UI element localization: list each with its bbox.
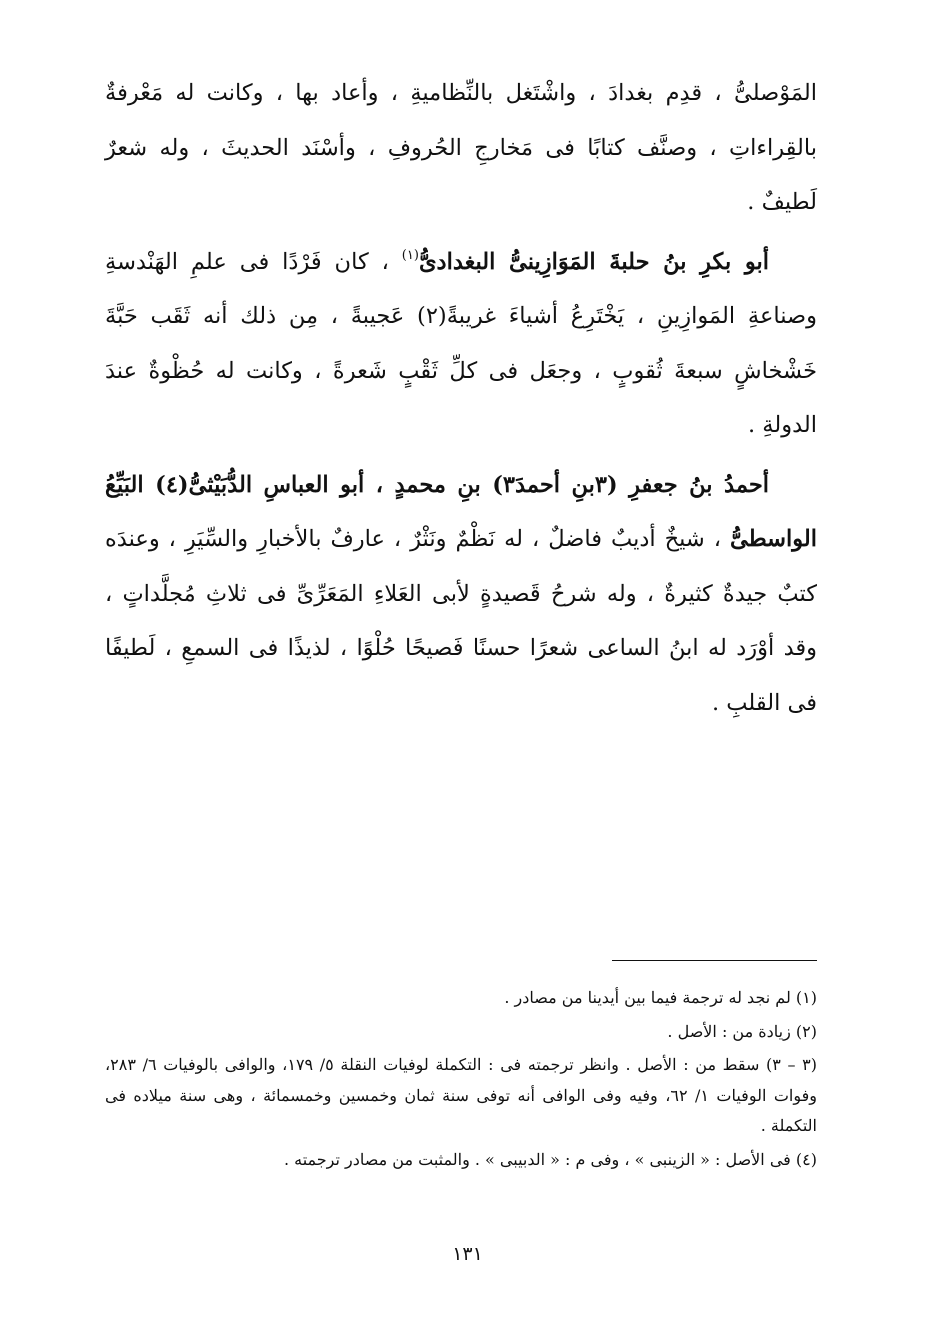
entry-paragraph-3 (105, 458, 817, 731)
entry-name: أحمدُ بنُ جعفرِ (٣بنِ أحمدَ٣) بنِ محمدٍ ، أبو العباسِ الدُّبَيْثىُّ(٤) البَيِّعُ الواسطىُّ (105, 471, 817, 552)
footnote-2: (٢) زيادة من : الأصل . (667, 1021, 817, 1041)
footnote-1: (١) لم نجد له ترجمة فيما بين أيدينا من مصادر . (504, 988, 817, 1007)
page-number: ١٣١ (452, 1243, 483, 1265)
entry-text: ، كان فَرْدًا فى علمِ الهَنْدسةِ وصناعةِ المَوازِينِ ، يَخْتَرِعُ أشياءَ غريبةً(٢) عَجيبةً ، مِن ذلك أنه ثَقَب حَبَّةَ خَشْخاشٍ سبعةَ ثُقوبٍ ، وجعَل فى كلِّ ثَقْبٍ شَعرةً ، وكانت له حُظْوةٌ عندَ الدولةِ . (105, 248, 817, 438)
footnote-4: (٤) فى الأصل : « الزينبى » ، وفى م : « الدبيبى » . والمثبت من مصادر ترجمته . (283, 1149, 817, 1169)
footnote-3: (٣ – ٣) سقط من : الأصل . وانظر ترجمته فى : التكملة لوفيات النقلة ٥/ ١٧٩، والوافى بالوفيات ٦/ ٢٨٣، وفوات الوفيات ١/ ٦٢، وفيه وفى الوافى أنه توفى سنة ثمان وخمسين وخمسمائة ، وهى سنة ميلاده فى التكملة . (105, 1055, 817, 1135)
footnote-reference: (١) (401, 247, 419, 263)
footnotes (105, 983, 817, 1178)
entry-name: أبو بكرِ بنُ حلبةَ المَوَازِينىُّ البغدادىُّ (418, 248, 769, 275)
entry-paragraph-2 (105, 235, 817, 453)
entry-text: ، شيخٌ أديبٌ فاضلٌ ، له نَظْمٌ ونَثْرٌ ، عارفٌ بالأخبارِ والسِّيَرِ ، وعندَه كتبٌ جيدةٌ كثيرةٌ ، وله شرحُ قَصيدةٍ لأبى العَلاءِ المَعَرِّىِّ فى ثلاثِ مُجلَّداتٍ ، وقد أوْرَد له ابنُ الساعى شعرًا حسنًا فَصيحًا حُلْوًا ، لذيذًا فى السمعِ ، لَطيفًا فى القلبِ . (105, 526, 817, 716)
entry-text: المَوْصلىُّ ، قدِم بغدادَ ، واشْتَغل بالنِّظاميةِ ، وأعاد بها ، وكانت له مَعْرفةٌ بالقِراءاتِ ، وصنَّف كتابًا فى مَخارجِ الحُروفِ ، وأسْنَد الحديثَ ، وله شعرٌ لَطيفٌ . (105, 80, 817, 215)
main-text (105, 66, 817, 730)
footnote-divider (612, 960, 817, 961)
entry-paragraph-1 (105, 66, 817, 230)
